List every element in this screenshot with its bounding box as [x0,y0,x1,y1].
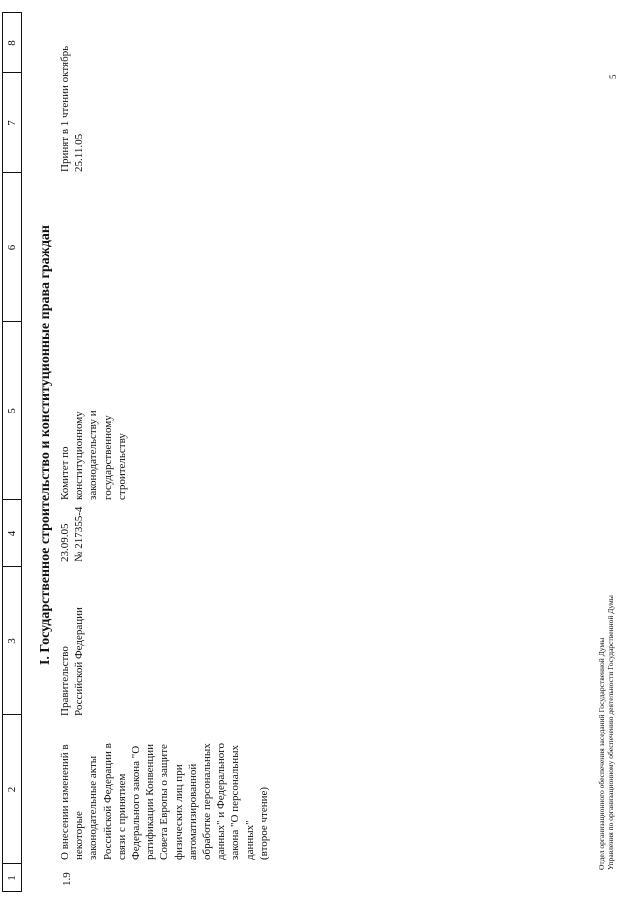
page-number: 5 [608,74,618,79]
section-title: I. Государственное строительство и конституционные права граждан [38,225,53,666]
column-header-7: 7 [6,120,18,126]
bill-date-number: 23.09.05 № 217355-4 [59,506,86,562]
column-header-4: 4 [6,530,18,537]
column-header-1: 1 [6,875,18,881]
bill-initiator: Правительство Российской Федерации [59,607,86,716]
column-header-8: 8 [6,40,18,46]
bill-status: Принят в 1 чтении октябрь 25.11.05 [59,45,86,172]
column-header-5: 5 [6,408,18,414]
column-header-2: 2 [6,786,18,793]
table-top-border [2,12,3,892]
header-bottom-border [21,12,22,892]
column-header-6: 6 [6,244,18,251]
footer-department: Отдел организационного обеспечения заседаний Государственной Думы [597,637,606,870]
footer-directorate: Управления по организационному обеспечению деятельности Государственной Думы [606,595,615,870]
bill-title: О внесении изменений в некоторые законодательные акты Российской Федерации в связи с принятием Федерального закона "О ратификации Конвенции Совета Европы о защите физических лиц при автоматизированной обработке персональных данных" и Федерального закона "О персональных данных" (второе чтение) [59,742,270,860]
row-number: 1.9 [61,872,73,886]
responsible-committee: Комитет по конституционному законодательству и государственному строительству [59,410,128,500]
column-header-3: 3 [6,638,18,644]
